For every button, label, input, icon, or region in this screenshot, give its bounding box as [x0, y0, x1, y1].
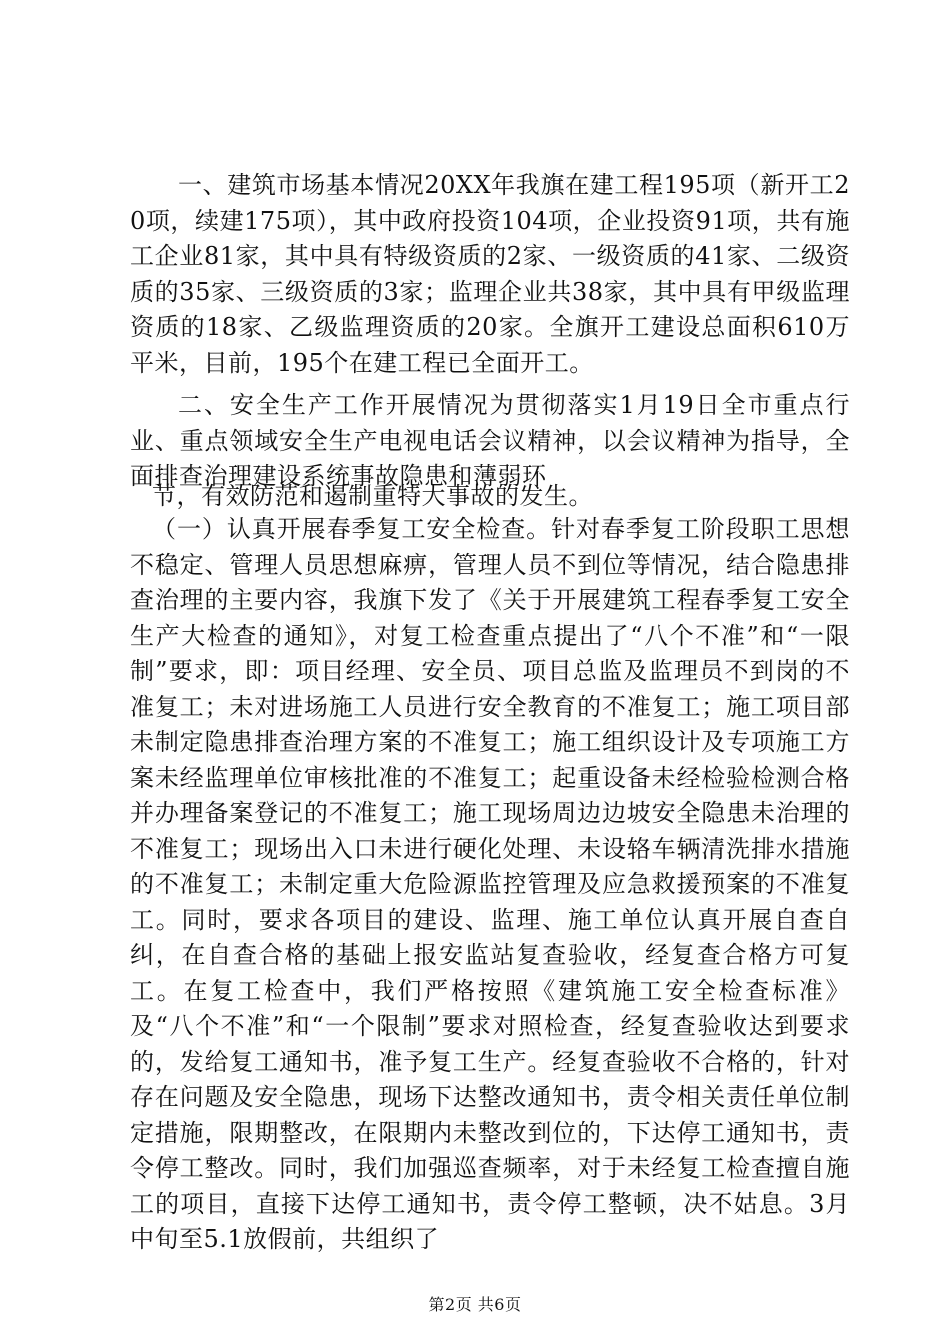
paragraph-market-overview: 一、建筑市场基本情况20XX年我旗在建工程195项（新开工20项，续建175项），其中政府投资104项，企业投资91项，共有施工企业81家，其中具有特级资质的2家、一级资质的41家、二级资质的35家、三级资质的3家；监理企业共38家，其中具有甲级监理资质的18家、乙级监理资质的20家。全旗开工建设总面积610万平米，目前，195个在建工程已全面开工。 [130, 171, 850, 377]
page-footer: 第2页 共6页 [428, 1295, 522, 1314]
paragraph-spring-inspection: （一）认真开展春季复工安全检查。针对春季复工阶段职工思想不稳定、管理人员思想麻痹，管理人员不到位等情况，结合隐患排查治理的主要内容，我旗下发了《关于开展建筑工程春季复工安全生产大检查的通知》，对复工检查重点提出了“八个不准”和“一限制”要求，即：项目经理、安全员、项目总监及监理员不到岗的不准复工；未对进场施工人员进行安全教育的不准复工；施工项目部未制定隐患排查治理方案的不准复工；施工组织设计及专项施工方案未经监理单位审核批准的不准复工；起重设备未经检验检测合格并办理备案登记的不准复工；施工现场周边边坡安全隐患未治理的不准复工；现场出入口未进行硬化处理、未设辂车辆清洗排水措施的不准复工；未制定重大危险源监控管理及应急救援预案的不准复工。同时，要求各项目的建设、监理、施工单位认真开展自查自纠，在自查合格的基础上报安监站复查验收，经复查合格方可复工。在复工检查中，我们严格按照《建筑施工安全检查标准》及“八个不准”和“一个限制”要求对照检查，经复查验收达到要求的，发给复工通知书，准予复工生产。经复查验收不合格的，针对存在问题及安全隐患，现场下达整改通知书，责令相关责任单位制定措施，限期整改，在限期内未整改到位的，下达停工通知书，责令停工整改。同时，我们加强巡查频率，对于未经复工检查擅自施工的项目，直接下达停工通知书，责令停工整顿，决不姑息。3月中旬至5.1放假前，共组织了 [130, 515, 850, 1253]
paragraph-safety-intro: 二、安全生产工作开展情况为贯彻落实1月19日全市重点行业、重点领域安全生产电视电话会议精神，以会议精神为指导，全面排查治理建设系统事故隐患和薄弱环 [130, 391, 850, 490]
paragraph-safety-intro-continued: 节，有效防范和遏制重特大事故的发生。 [152, 482, 593, 510]
